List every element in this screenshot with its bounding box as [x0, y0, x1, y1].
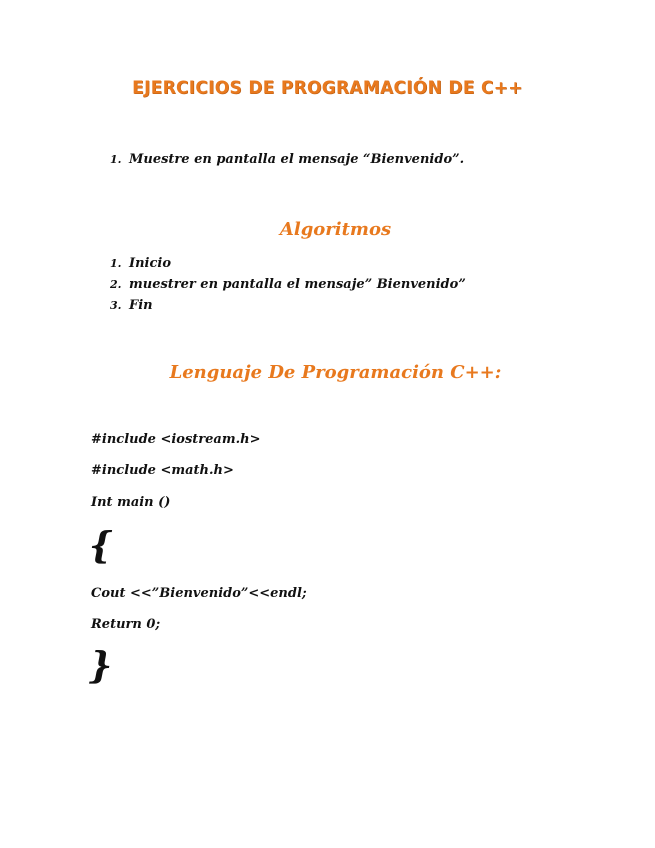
algorithm-heading: Algoritmos	[279, 219, 392, 240]
exercise-text: Muestre en pantalla el mensaje “Bienvenido”.	[129, 152, 465, 167]
code-open-brace: {	[89, 525, 113, 567]
code-line-main: Int main ()	[91, 495, 171, 510]
list-item	[110, 298, 466, 319]
code-line-include-math: #include <math.h>	[91, 463, 234, 478]
code-line-include-iostream: #include <iostream.h>	[91, 432, 261, 447]
algorithm-steps	[110, 256, 466, 319]
list-number: 1.	[110, 153, 122, 166]
algorithm-step-text: muestrer en pantalla el mensaje” Bienvenido”	[129, 277, 466, 292]
list-number: 1.	[110, 257, 122, 270]
page-title: EJERCICIOS DE PROGRAMACIÓN DE C++	[132, 77, 523, 99]
algorithm-step-text: Fin	[129, 298, 153, 313]
list-item	[110, 256, 466, 277]
exercise-list	[110, 152, 464, 173]
list-item	[110, 277, 466, 298]
language-heading: Lenguaje De Programación C++:	[169, 362, 502, 383]
list-item	[110, 152, 464, 173]
code-line-return: Return 0;	[91, 617, 161, 632]
code-close-brace: }	[89, 645, 113, 687]
list-number: 2.	[110, 278, 122, 291]
algorithm-step-text: Inicio	[129, 256, 171, 271]
code-line-cout: Cout <<”Bienvenido”<<endl;	[91, 586, 307, 601]
list-number: 3.	[110, 299, 122, 312]
